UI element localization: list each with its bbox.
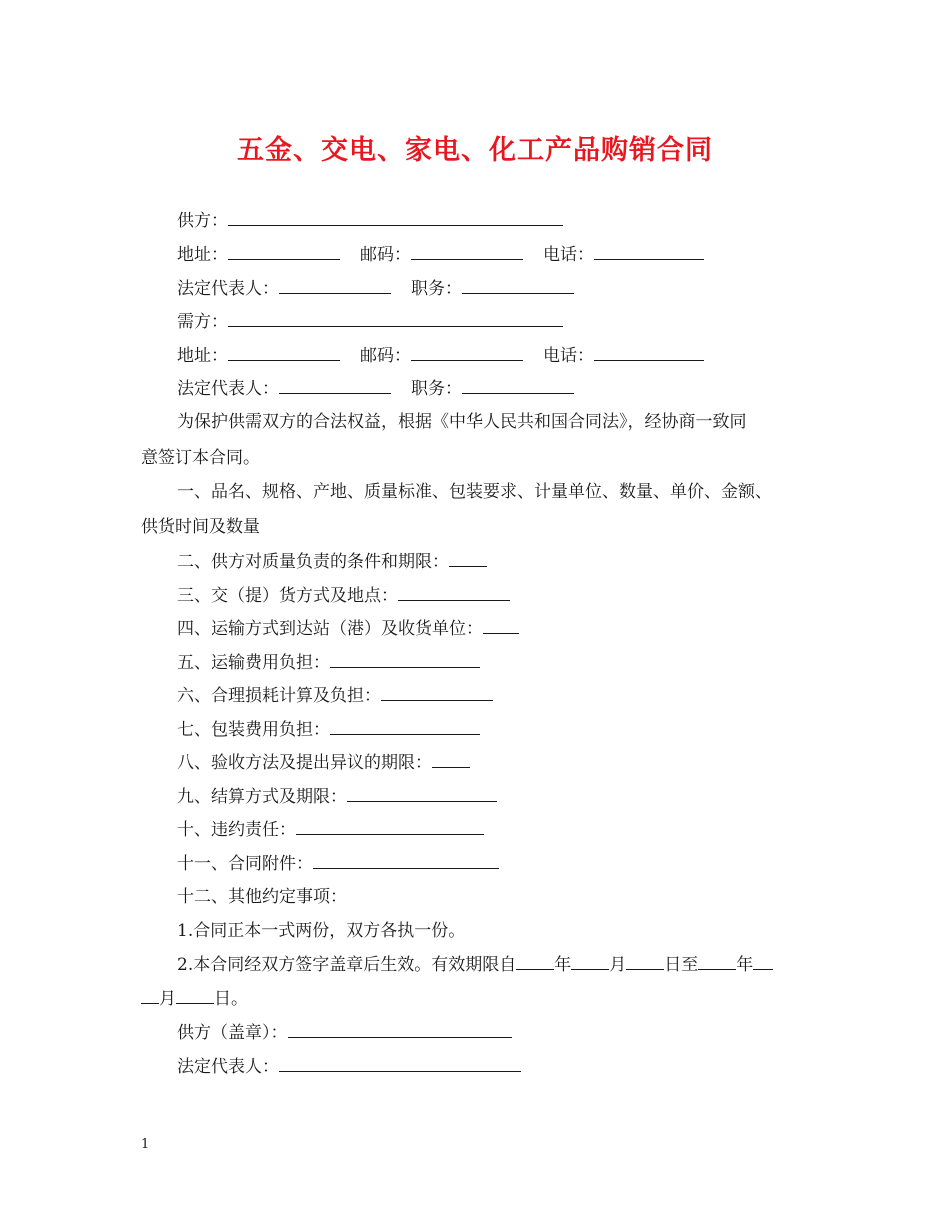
signature-rep-label: 法定代表人： xyxy=(177,1057,279,1077)
clause-10-blank xyxy=(296,816,484,835)
supplier-seal-blank xyxy=(288,1019,512,1038)
term-1-line: 1.合同正本一式两份，双方各执一份。 xyxy=(177,921,466,941)
clause-11-text: 十一、合同附件： xyxy=(177,854,313,874)
supplier-position-label: 职务： xyxy=(411,279,462,299)
clause-3-line xyxy=(177,581,897,611)
start-day-to-label: 日至 xyxy=(664,955,699,975)
clause-10-text: 十、违约责任： xyxy=(177,820,296,840)
clause-8-blank xyxy=(432,749,470,768)
clause-1-line-2: 供货时间及数量 xyxy=(141,517,260,537)
buyer-label: 需方： xyxy=(177,312,228,332)
start-day-blank xyxy=(626,951,664,970)
supplier-postcode-label: 邮码： xyxy=(360,245,411,265)
clause-3-blank xyxy=(398,582,510,601)
supplier-name-blank xyxy=(228,207,563,226)
clause-2-text: 二、供方对质量负责的条件和期限： xyxy=(177,552,449,572)
supplier-address-label: 地址： xyxy=(177,245,228,265)
page-number: 1 xyxy=(141,1137,150,1152)
supplier-seal-line xyxy=(177,1018,897,1048)
buyer-rep-label: 法定代表人： xyxy=(177,379,279,399)
buyer-postcode-blank xyxy=(411,342,523,361)
term-2-line-2 xyxy=(141,984,901,1014)
intro-line-2: 意签订本合同。 xyxy=(141,448,260,468)
end-day-label: 日。 xyxy=(214,989,248,1009)
buyer-position-label: 职务： xyxy=(411,379,462,399)
start-month-label: 月 xyxy=(609,955,627,975)
supplier-rep-blank xyxy=(279,275,391,294)
supplier-rep-label: 法定代表人： xyxy=(177,279,279,299)
end-month-label: 月 xyxy=(159,989,176,1009)
clause-10-line xyxy=(177,815,897,845)
clause-7-blank xyxy=(330,716,480,735)
buyer-position-blank xyxy=(462,375,574,394)
clause-9-line xyxy=(177,782,897,812)
buyer-phone-label: 电话： xyxy=(543,346,594,366)
supplier-rep-sign-line xyxy=(177,1052,897,1082)
buyer-rep-line xyxy=(177,374,897,404)
clause-5-blank xyxy=(330,649,480,668)
buyer-rep-blank xyxy=(279,375,391,394)
term-2-text: 2.本合同经双方签字盖章后生效。有效期限自 xyxy=(177,955,517,975)
signature-rep-blank xyxy=(279,1053,521,1072)
clause-4-blank xyxy=(483,615,519,634)
clause-11-line xyxy=(177,849,897,879)
buyer-postcode-label: 邮码： xyxy=(360,346,411,366)
clause-9-blank xyxy=(347,783,497,802)
clause-1-line-1: 一、品名、规格、产地、质量标准、包装要求、计量单位、数量、单价、金额、 xyxy=(177,482,772,502)
supplier-address-blank xyxy=(228,241,340,260)
supplier-position-blank xyxy=(462,275,574,294)
contract-title: 五金、交电、家电、化工产品购销合同 xyxy=(237,135,713,166)
buyer-name-line xyxy=(177,307,897,337)
supplier-contact-line xyxy=(177,240,897,270)
clause-6-blank xyxy=(381,682,493,701)
clause-2-line xyxy=(177,547,897,577)
clause-8-text: 八、验收方法及提出异议的期限： xyxy=(177,753,432,773)
clause-7-text: 七、包装费用负担： xyxy=(177,720,330,740)
end-day-blank xyxy=(176,985,214,1004)
clause-4-line xyxy=(177,614,897,644)
clause-8-line xyxy=(177,748,897,778)
clause-11-blank xyxy=(313,850,499,869)
buyer-phone-blank xyxy=(594,342,704,361)
supplier-seal-label: 供方（盖章）： xyxy=(177,1023,288,1043)
start-year-blank xyxy=(516,951,554,970)
supplier-rep-line xyxy=(177,274,897,304)
clause-12-line: 十二、其他约定事项： xyxy=(177,887,347,907)
clause-3-text: 三、交（提）货方式及地点： xyxy=(177,586,398,606)
clause-7-line xyxy=(177,715,897,745)
buyer-address-blank xyxy=(228,342,340,361)
end-month-blank-part-2 xyxy=(141,985,159,1004)
supplier-label: 供方： xyxy=(177,211,228,231)
supplier-phone-label: 电话： xyxy=(543,245,594,265)
clause-4-text: 四、运输方式到达站（港）及收货单位： xyxy=(177,619,483,639)
buyer-name-blank xyxy=(228,308,563,327)
supplier-postcode-blank xyxy=(411,241,523,260)
clause-5-line xyxy=(177,648,897,678)
start-year-label: 年 xyxy=(554,955,572,975)
term-2-line-1 xyxy=(177,950,897,980)
end-year-blank xyxy=(698,951,736,970)
clause-2-blank xyxy=(449,548,487,567)
supplier-phone-blank xyxy=(594,241,704,260)
buyer-contact-line xyxy=(177,341,897,371)
end-month-blank-part-1 xyxy=(753,951,773,970)
buyer-address-label: 地址： xyxy=(177,346,228,366)
intro-line-1: 为保护供需双方的合法权益，根据《中华人民共和国合同法》，经协商一致同 xyxy=(177,412,747,432)
supplier-name-line xyxy=(177,206,897,236)
end-year-label: 年 xyxy=(736,955,754,975)
start-month-blank xyxy=(571,951,609,970)
clause-6-line xyxy=(177,681,897,711)
clause-9-text: 九、结算方式及期限： xyxy=(177,787,347,807)
clause-6-text: 六、合理损耗计算及负担： xyxy=(177,686,381,706)
clause-5-text: 五、运输费用负担： xyxy=(177,653,330,673)
